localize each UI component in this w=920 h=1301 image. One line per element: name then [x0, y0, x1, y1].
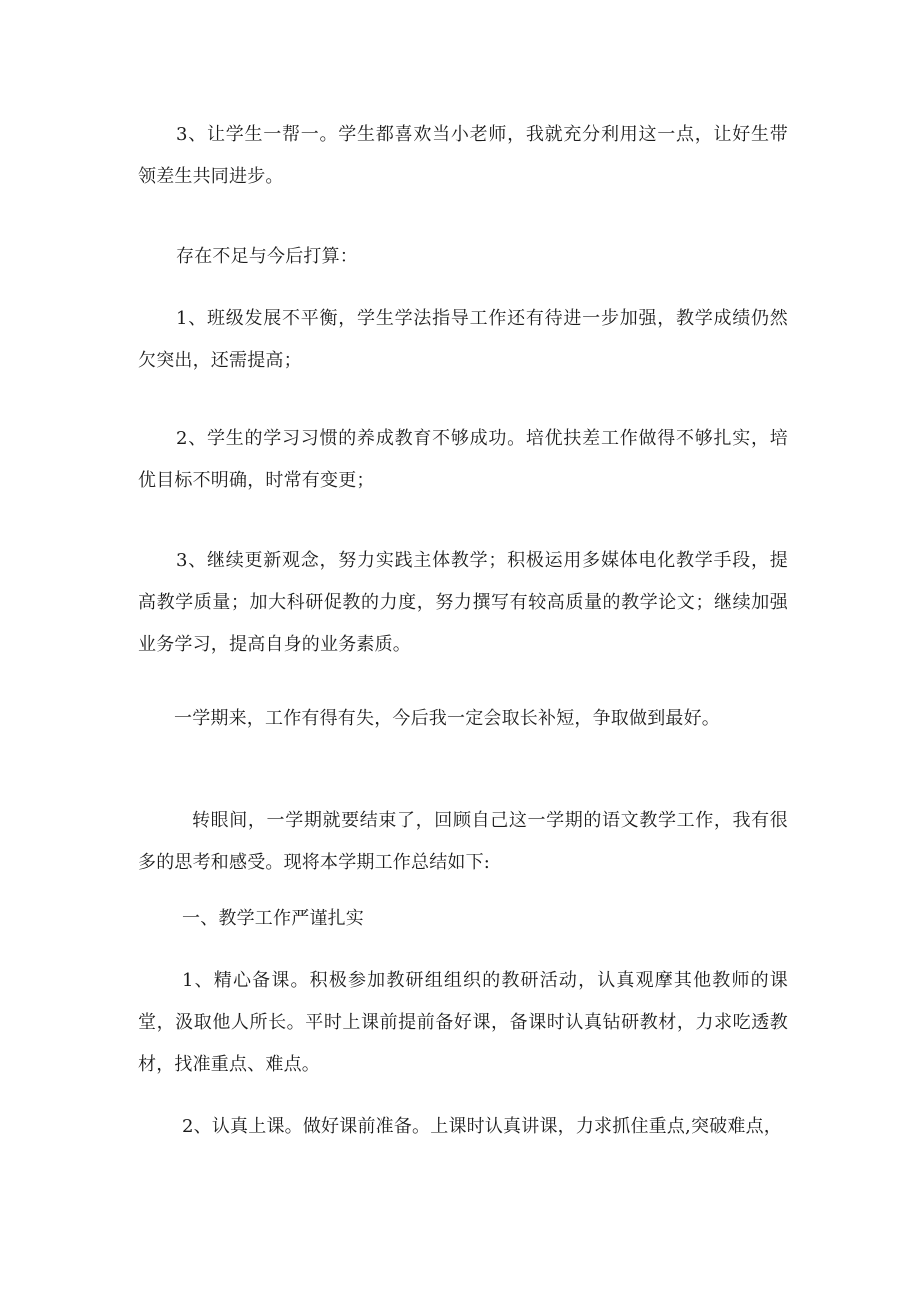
paragraph-7: 转眼间，一学期就要结束了，回顾自己这一学期的语文教学工作，我有很多的思考和感受。现将本学期工作总结如下: [138, 810, 788, 873]
paragraph-3: 1、班级发展不平衡，学生学法指导工作还有待进一步加强，教学成绩仍然欠突出，还需提高； [138, 308, 788, 371]
paragraph-9: 2、认真上课。做好课前准备。上课时认真讲课，力求抓住重点,突破难点， [182, 1116, 782, 1137]
paragraph-2: 存在不足与今后打算： [176, 246, 358, 267]
paragraph-4: 2、学生的学习习惯的养成教育不够成功。培优扶差工作做得不够扎实，培优目标不明确，时常有变更； [138, 428, 788, 491]
paragraph-5: 3、继续更新观念，努力实践主体教学；积极运用多媒体电化教学手段，提高教学质量；加大科研促教的力度，努力撰写有较高质量的教学论文；继续加强业务学习，提高自身的业务素质。 [138, 550, 788, 655]
paragraph-8: 1、精心备课。积极参加教研组组织的教研活动，认真观摩其他教师的课堂，汲取他人所长。平时上课前提前备好课，备课时认真钻研教材，力求吃透教材，找准重点、难点。 [138, 970, 788, 1075]
paragraph-6: 一学期来，工作有得有失，今后我一定会取长补短，争取做到最好。 [174, 708, 720, 729]
paragraph-1: 3、让学生一帮一。学生都喜欢当小老师，我就充分利用这一点，让好生带领差生共同进步。 [138, 124, 788, 187]
section-heading: 一、教学工作严谨扎实 [182, 908, 364, 929]
